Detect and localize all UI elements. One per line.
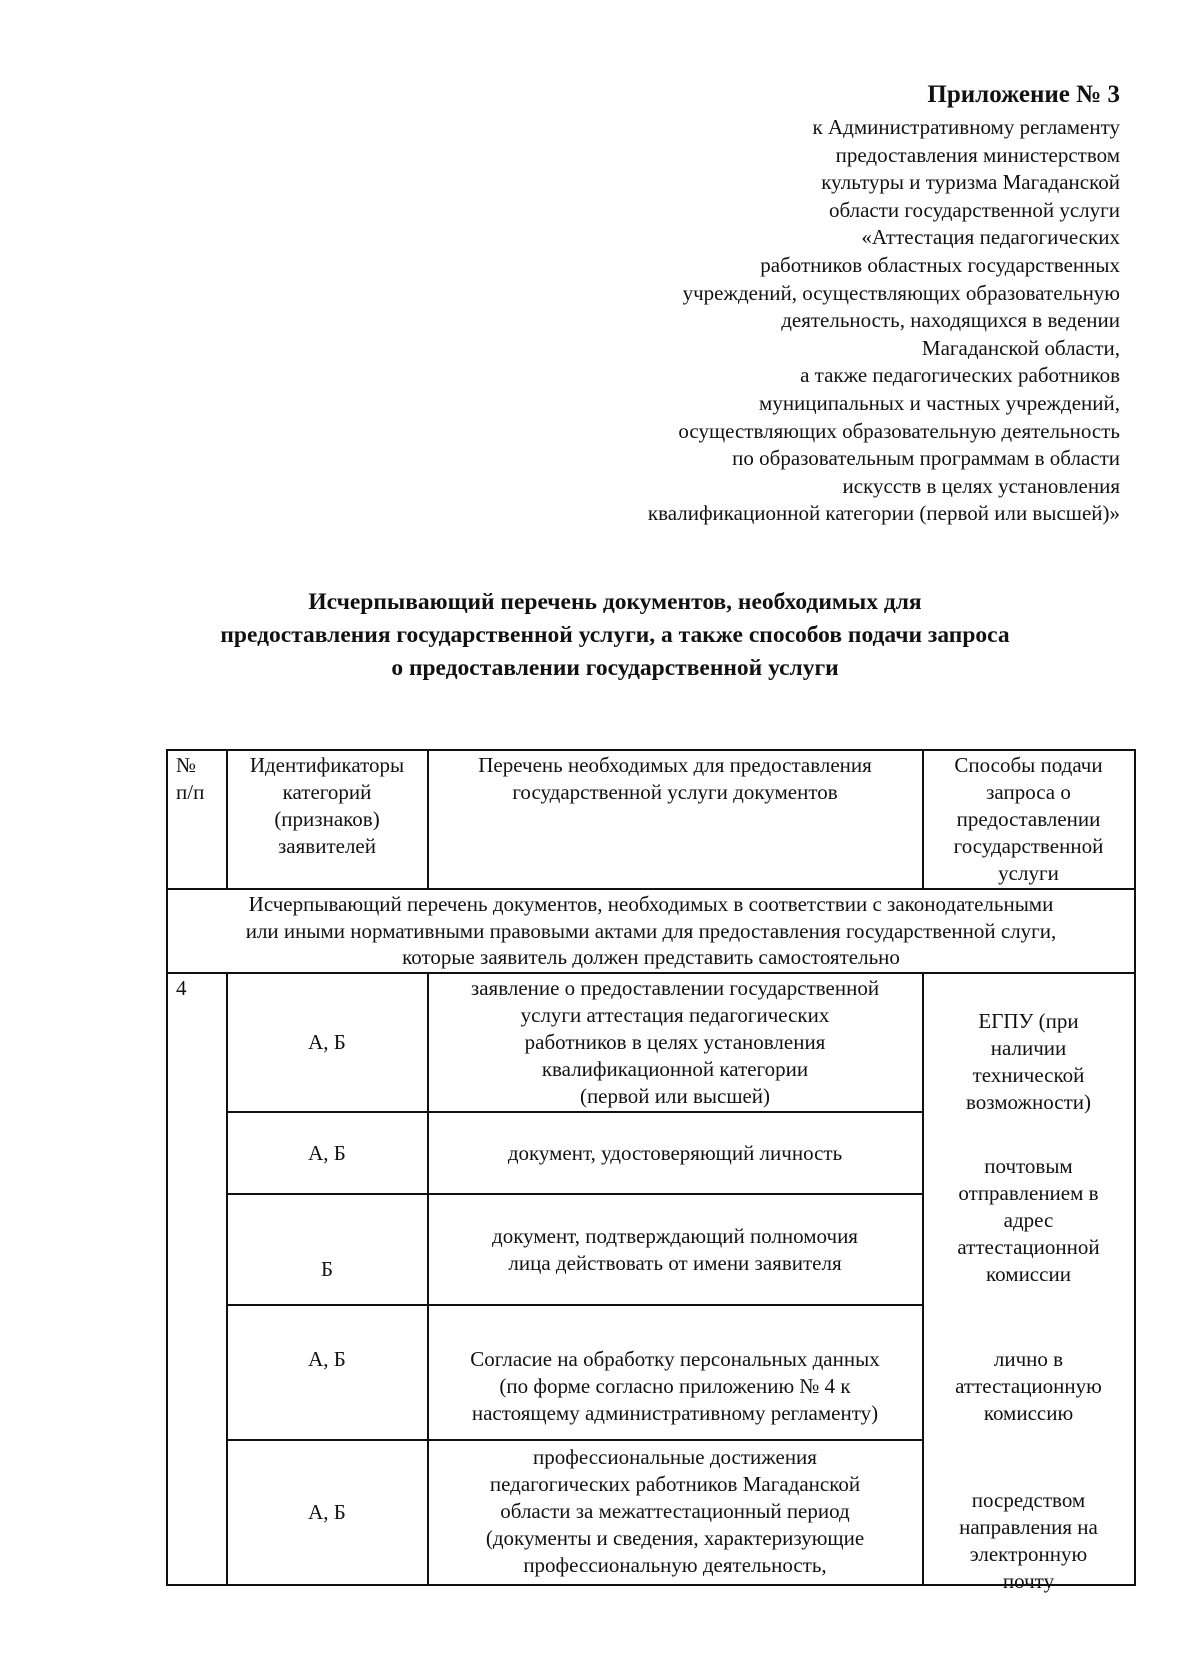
method-line: направления на bbox=[959, 1515, 1098, 1539]
document-title-line: Исчерпывающий перечень документов, необходимых для bbox=[308, 589, 922, 615]
row-number-value: 4 bbox=[176, 976, 187, 1000]
row-identifiers-value: А, Б bbox=[308, 1347, 346, 1371]
annex-line: области государственной услуги bbox=[828, 197, 1120, 222]
header-documents-line: государственной услуги документов bbox=[512, 780, 838, 804]
method-line: ЕГПУ (при bbox=[978, 1009, 1079, 1033]
row-document-line: педагогических работников Магаданской bbox=[489, 1472, 861, 1496]
header-methods-line: услуги bbox=[998, 861, 1059, 885]
method-line: комиссии bbox=[986, 1262, 1071, 1286]
table-border bbox=[166, 888, 1136, 890]
method-line: почту bbox=[1002, 1569, 1055, 1593]
method-line: технической bbox=[972, 1063, 1085, 1087]
method-in-person bbox=[955, 1346, 1102, 1427]
section-row bbox=[168, 891, 1134, 971]
table-border bbox=[226, 1304, 923, 1306]
table-border bbox=[1134, 749, 1136, 1586]
annex-line: культуры и туризма Магаданской bbox=[821, 170, 1120, 195]
row-document-line: (документы и сведения, характеризующие bbox=[485, 1526, 865, 1550]
row-document bbox=[429, 1113, 921, 1193]
header-methods-line: государственной bbox=[953, 834, 1104, 858]
table-border bbox=[166, 749, 1136, 751]
row-document-line: заявление о предоставлении государственной bbox=[470, 976, 880, 1000]
row-document bbox=[429, 975, 921, 1111]
header-identifiers-line: заявителей bbox=[278, 834, 376, 858]
annex-line: «Аттестация педагогических bbox=[861, 225, 1120, 250]
header-identifiers bbox=[228, 752, 426, 884]
header-identifiers-line: (признаков) bbox=[274, 807, 380, 831]
row-identifiers bbox=[228, 1441, 426, 1584]
row-number bbox=[176, 975, 224, 1005]
header-methods-line: предоставлении bbox=[956, 807, 1101, 831]
method-post bbox=[957, 1153, 1099, 1288]
row-identifiers-value: А, Б bbox=[308, 1140, 346, 1165]
annex-line: учреждений, осуществляющих образовательную bbox=[682, 280, 1120, 305]
document-title-line: предоставления государственной услуги, а также способов подачи запроса bbox=[220, 622, 1010, 648]
row-document-line: (по форме согласно приложению № 4 к bbox=[499, 1374, 851, 1398]
row-document-line: услуги аттестация педагогических bbox=[520, 1003, 830, 1027]
method-email bbox=[959, 1487, 1098, 1595]
row-document-line: профессиональную деятельность, bbox=[523, 1553, 827, 1577]
method-line: аттестационной bbox=[957, 1235, 1100, 1259]
annex-line: предоставления министерством bbox=[835, 142, 1120, 167]
annex-line: работников областных государственных bbox=[760, 252, 1120, 277]
header-documents-line: Перечень необходимых для предоставления bbox=[478, 753, 872, 777]
annex-line: муниципальных и частных учреждений, bbox=[759, 390, 1120, 415]
annex-line: а также педагогических работников bbox=[800, 363, 1120, 388]
table-border bbox=[166, 749, 168, 1586]
row-identifiers bbox=[228, 973, 426, 1111]
annex-line: к Административному регламенту bbox=[812, 115, 1120, 139]
row-document-line: работников в целях установления bbox=[524, 1030, 826, 1054]
annex-title: Приложение № 3 bbox=[927, 81, 1120, 108]
methods-column bbox=[924, 1008, 1133, 1593]
row-document-line: документ, удостоверяющий личность bbox=[507, 1140, 843, 1165]
header-methods-line: запроса о bbox=[986, 780, 1071, 804]
row-identifiers-value: Б bbox=[320, 1257, 334, 1281]
row-identifiers bbox=[228, 1195, 426, 1304]
method-line: почтовым bbox=[984, 1154, 1073, 1178]
row-document-line: документ, подтверждающий полномочия bbox=[492, 1223, 858, 1248]
annex-line: Магаданской области, bbox=[921, 335, 1120, 360]
method-egpu bbox=[966, 1008, 1091, 1116]
section-row-line: или иными нормативными правовыми актами для предоставления государственной слуги, bbox=[245, 918, 1057, 943]
document-title-line: о предоставлении государственной услуги bbox=[391, 655, 839, 681]
annex-line: деятельность, находящихся в ведении bbox=[781, 308, 1120, 333]
row-document-line: области за межаттестационный период bbox=[500, 1499, 850, 1523]
method-line: комиссию bbox=[983, 1401, 1074, 1425]
row-document-line: профессиональные достижения bbox=[533, 1445, 817, 1469]
header-num-line: п/п bbox=[176, 780, 205, 804]
annex-line: квалификационной категории (первой или высшей)» bbox=[647, 501, 1120, 526]
row-identifiers-value: А, Б bbox=[308, 1500, 346, 1524]
header-identifiers-line: Идентификаторы bbox=[249, 753, 405, 777]
header-methods bbox=[924, 752, 1133, 888]
row-document-line: Согласие на обработку персональных данных bbox=[470, 1347, 880, 1371]
row-document-line: квалификационной категории bbox=[541, 1057, 809, 1081]
row-identifiers-value: А, Б bbox=[308, 1029, 346, 1054]
row-document-line: (первой или высшей) bbox=[579, 1084, 771, 1108]
method-line: электронную bbox=[969, 1542, 1088, 1566]
row-identifiers bbox=[228, 1113, 426, 1193]
row-document bbox=[429, 1444, 921, 1584]
row-document bbox=[429, 1346, 921, 1438]
row-document-line: настоящему административному регламенту) bbox=[471, 1401, 879, 1425]
method-line: лично в bbox=[993, 1347, 1064, 1371]
section-row-line: которые заявитель должен представить самостоятельно bbox=[402, 945, 900, 969]
header-num-line: № bbox=[176, 753, 197, 777]
method-line: возможности) bbox=[965, 1090, 1092, 1114]
header-num bbox=[176, 752, 224, 884]
header-methods-line: Способы подачи bbox=[954, 753, 1103, 777]
method-line: адрес bbox=[1003, 1208, 1054, 1232]
annex-line: осуществляющих образовательную деятельность bbox=[678, 418, 1120, 443]
method-line: аттестационную bbox=[955, 1374, 1102, 1398]
annex-line: искусств в целях установления bbox=[842, 473, 1120, 498]
header-documents bbox=[429, 752, 921, 884]
method-line: отправлением в bbox=[958, 1181, 1099, 1205]
row-identifiers bbox=[228, 1346, 426, 1386]
row-document bbox=[429, 1195, 921, 1304]
method-line: посредством bbox=[971, 1488, 1086, 1512]
row-document-line: лица действовать от имени заявителя bbox=[508, 1250, 842, 1275]
header-identifiers-line: категорий bbox=[282, 780, 372, 804]
annex-line: по образовательным программам в области bbox=[732, 446, 1120, 471]
method-line: наличии bbox=[990, 1036, 1067, 1060]
section-row-line: Исчерпывающий перечень документов, необходимых в соответствии с законодательными bbox=[248, 892, 1054, 916]
